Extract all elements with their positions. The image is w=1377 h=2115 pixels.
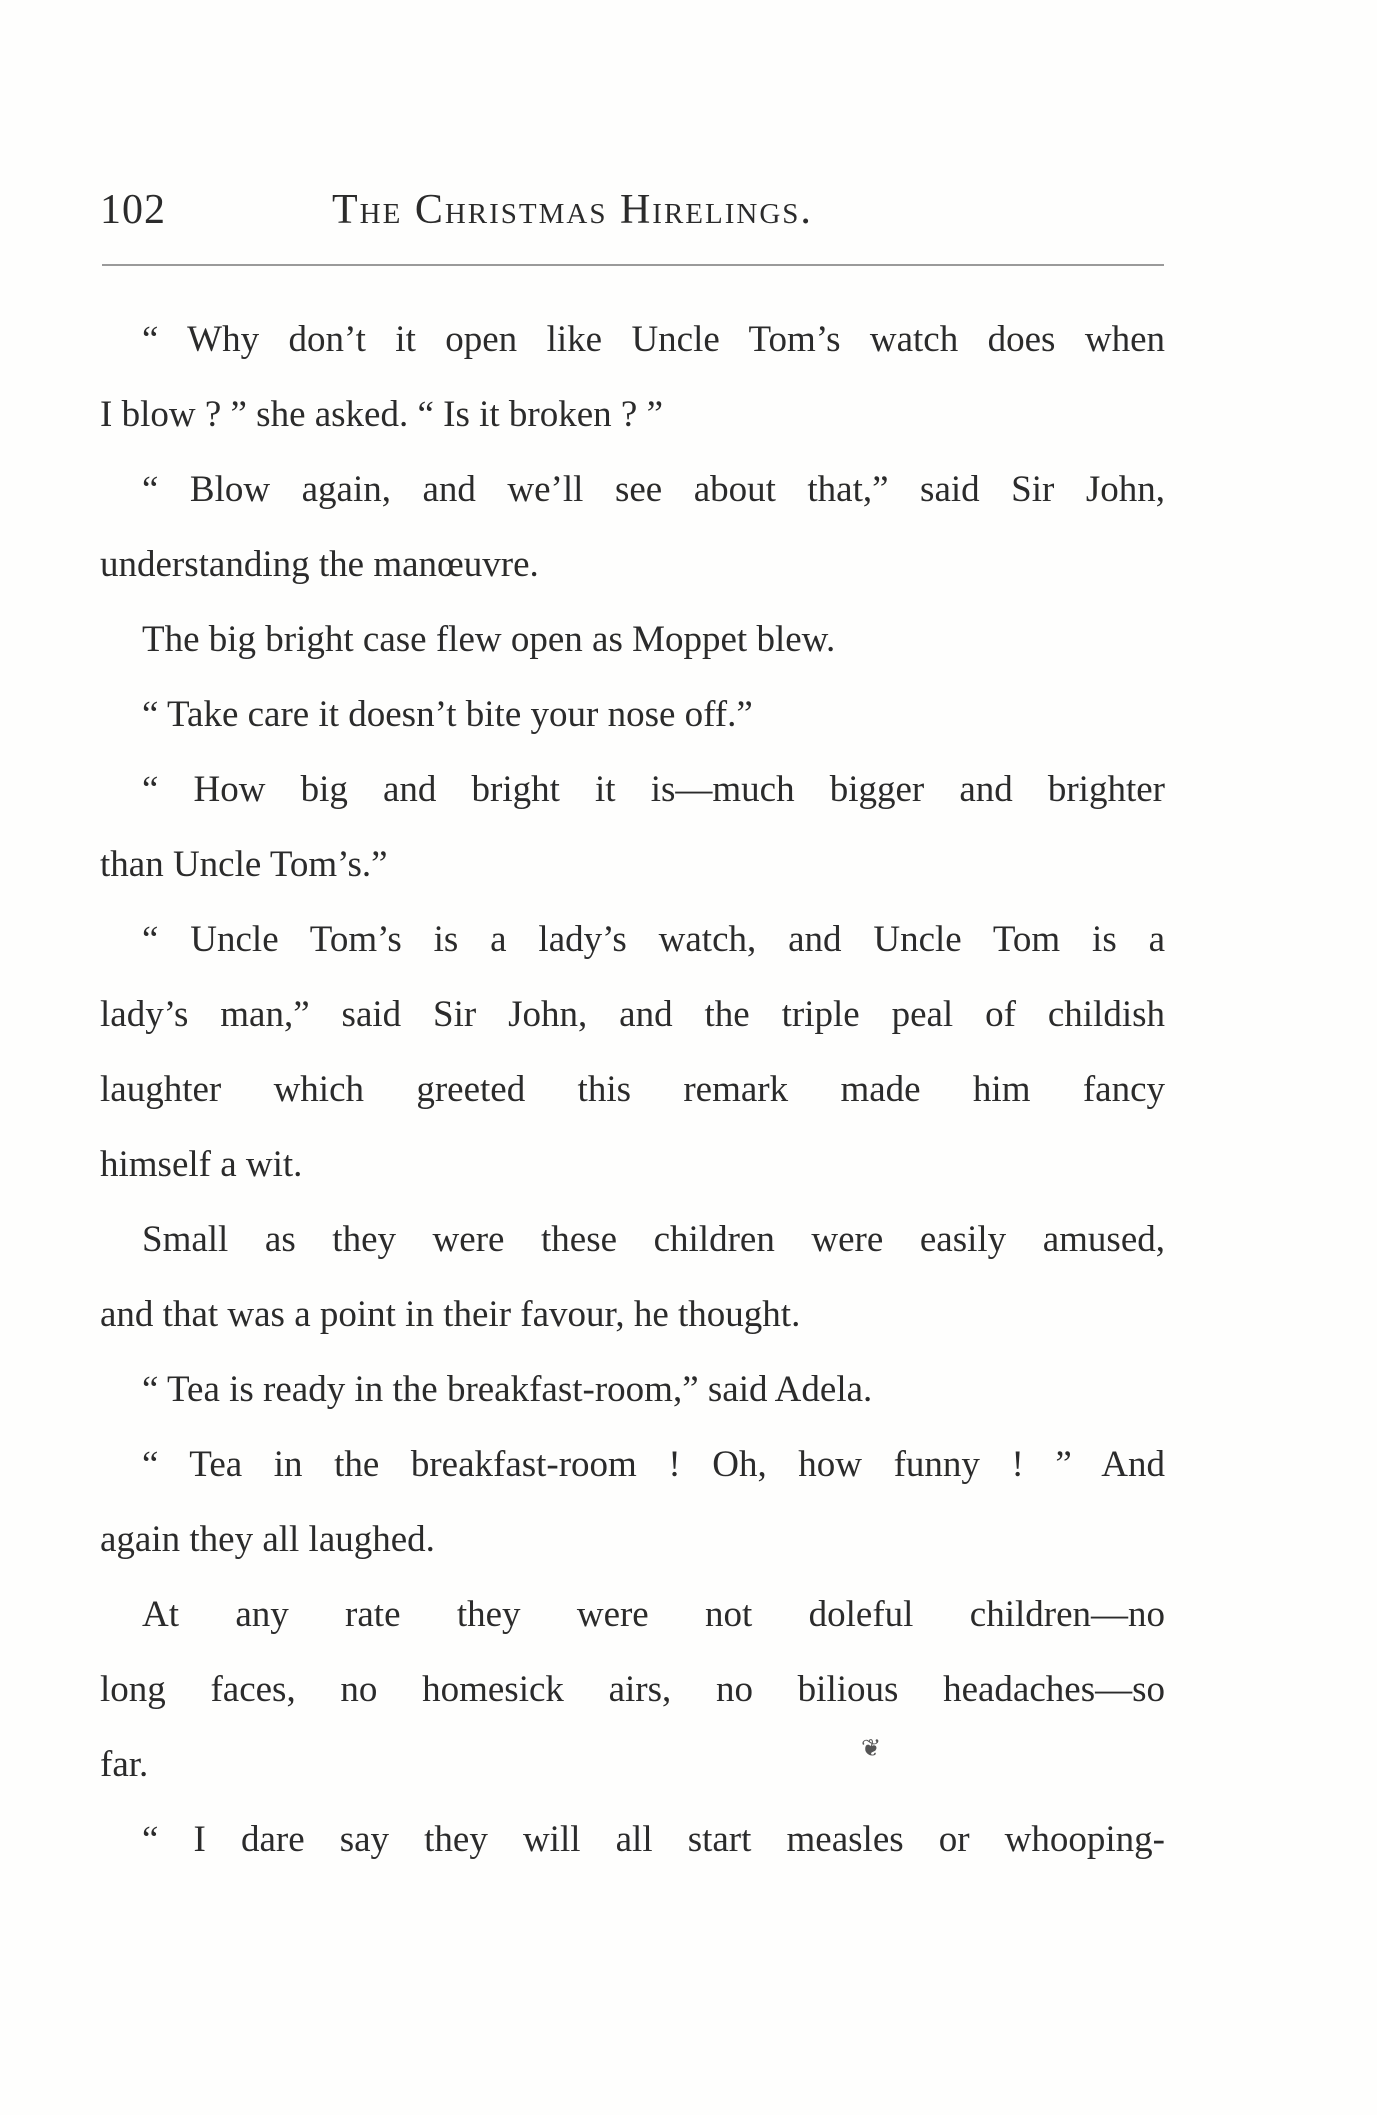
text-line: himself a wit. <box>100 1144 303 1185</box>
header-rule <box>102 264 1164 266</box>
running-title: The Christmas Hirelings. <box>332 187 813 233</box>
text-line: “ Tea in the breakfast-room ! Oh, how funny ! ” And <box>142 1444 1165 1485</box>
text-line: “ Why don’t it open like Uncle Tom’s watch does when <box>142 319 1165 360</box>
text-line: far. <box>100 1744 149 1785</box>
text-line: understanding the manœuvre. <box>100 544 539 585</box>
page-header <box>100 180 1165 240</box>
text-line: The big bright case flew open as Moppet blew. <box>142 619 836 660</box>
text-line: “ Take care it doesn’t bite your nose off.” <box>142 694 753 735</box>
text-line: “ How big and bright it is—much bigger and brighter <box>142 769 1165 810</box>
text-line: I blow ? ” she asked. “ Is it broken ? ” <box>100 394 664 435</box>
text-line: lady’s man,” said Sir John, and the triple peal of childish <box>100 994 1165 1035</box>
text-line: “ I dare say they will all start measles or whooping- <box>142 1819 1165 1860</box>
body-text <box>100 302 1165 1877</box>
text-line: than Uncle Tom’s.” <box>100 844 388 885</box>
text-line: “ Blow again, and we’ll see about that,” said Sir John, <box>142 469 1165 510</box>
text-line: “ Uncle Tom’s is a lady’s watch, and Uncle Tom is a <box>142 919 1165 960</box>
text-line: and that was a point in their favour, he thought. <box>100 1294 801 1335</box>
text-line: laughter which greeted this remark made him fancy <box>100 1069 1165 1110</box>
text-line: again they all laughed. <box>100 1519 435 1560</box>
text-line: At any rate they were not doleful children—no <box>142 1594 1165 1635</box>
text-line: long faces, no homesick airs, no bilious headaches—so <box>100 1669 1165 1710</box>
page-number: 102 <box>100 187 166 233</box>
text-line: “ Tea is ready in the breakfast-room,” said Adela. <box>142 1369 873 1410</box>
flower-ornament-icon: ❦ <box>861 1736 882 1762</box>
text-line: Small as they were these children were easily amused, <box>142 1219 1165 1260</box>
